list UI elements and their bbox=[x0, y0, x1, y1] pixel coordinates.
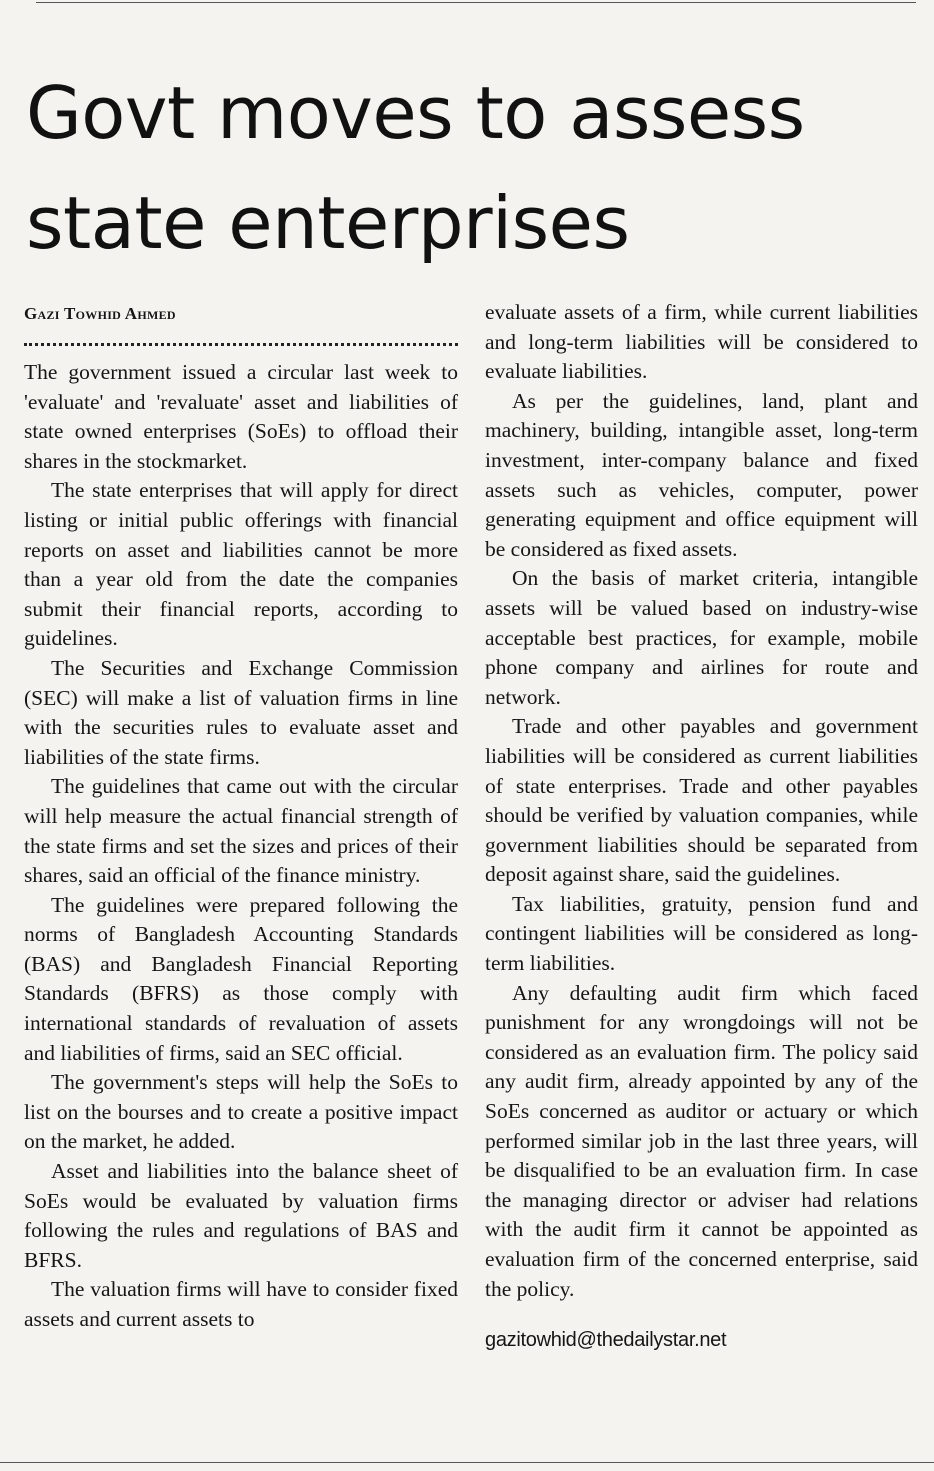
paragraph: On the basis of market criteria, intangible assets will be valued based on industry-wise acceptable best practices, for example, mobile phone company and airlines for route and network. bbox=[485, 566, 918, 709]
top-rule bbox=[36, 2, 916, 3]
paragraph: Trade and other payables and government liabilities will be considered as current liabilities of state enterprises. Trade and other payables should be verified by valuation companies, while government liabilities should be separated from deposit against share, said the guidelines. bbox=[485, 714, 918, 887]
paragraph: The guidelines were prepared following the norms of Bangladesh Accounting Standards (BAS) and Bangladesh Financial Reporting Standards (BFRS) as those comply with international standards of revaluation of assets and liabilities of firms, said an SEC official. bbox=[24, 892, 458, 1065]
paragraph: The government issued a circular last week to 'evaluate' and 'revaluate' asset and liabilities of state owned enterprises (SoEs) to offload their shares in the stockmarket. bbox=[24, 360, 458, 473]
paragraph: Tax liabilities, gratuity, pension fund and contingent liabilities will be considered as long-term liabilities. bbox=[485, 891, 918, 976]
paragraph: Any defaulting audit firm which faced punishment for any wrongdoings will not be considered as an evaluation firm. The policy said any audit firm, already appointed by any of the SoEs concerned as auditor or actuary or which performed similar job in the last three years, will be disqualified to be an evaluation firm. In case the managing director or adviser had relations with the audit firm it cannot be appointed as evaluation firm of the concerned enterprise, said the policy. bbox=[485, 980, 918, 1301]
paragraph: As per the guidelines, land, plant and machinery, building, intangible asset, long-term investment, inter-company balance and fixed assets such as vehicles, computer, power generating equipment and office equipment will be considered as fixed assets. bbox=[485, 388, 918, 561]
article-column-left bbox=[24, 298, 458, 1335]
author-email: gazitowhid@thedailystar.net bbox=[485, 1329, 727, 1352]
bottom-rule bbox=[0, 1462, 934, 1463]
paragraph: The valuation firms will have to consider fixed assets and current assets to bbox=[24, 1277, 458, 1331]
headline: Govt moves to assess state enterprises bbox=[26, 71, 805, 265]
paragraph: The state enterprises that will apply for direct listing or initial public offerings with financial reports on asset and liabilities cannot be more than a year old from the date the companies submit their financial reports, according to guidelines. bbox=[24, 478, 458, 651]
paragraph: The government's steps will help the SoEs to list on the bourses and to create a positive impact on the market, he added. bbox=[24, 1070, 458, 1154]
paragraph: evaluate assets of a firm, while current liabilities and long-term liabilities will be considered to evaluate liabilities. bbox=[485, 300, 918, 384]
article-column-right bbox=[485, 298, 918, 1354]
paragraph: The guidelines that came out with the circular will help measure the actual financial strength of the state firms and set the sizes and prices of their shares, said an official of the finance ministry. bbox=[24, 774, 458, 888]
byline: Gazi Towhid Ahmed bbox=[24, 304, 176, 323]
paragraph: The Securities and Exchange Commission (SEC) will make a list of valuation firms in line with the securities rules to evaluate asset and liabilities of the state firms. bbox=[24, 655, 458, 769]
paragraph: Asset and liabilities into the balance sheet of SoEs would be evaluated by valuation firms following the rules and regulations of BAS and BFRS. bbox=[24, 1159, 458, 1272]
